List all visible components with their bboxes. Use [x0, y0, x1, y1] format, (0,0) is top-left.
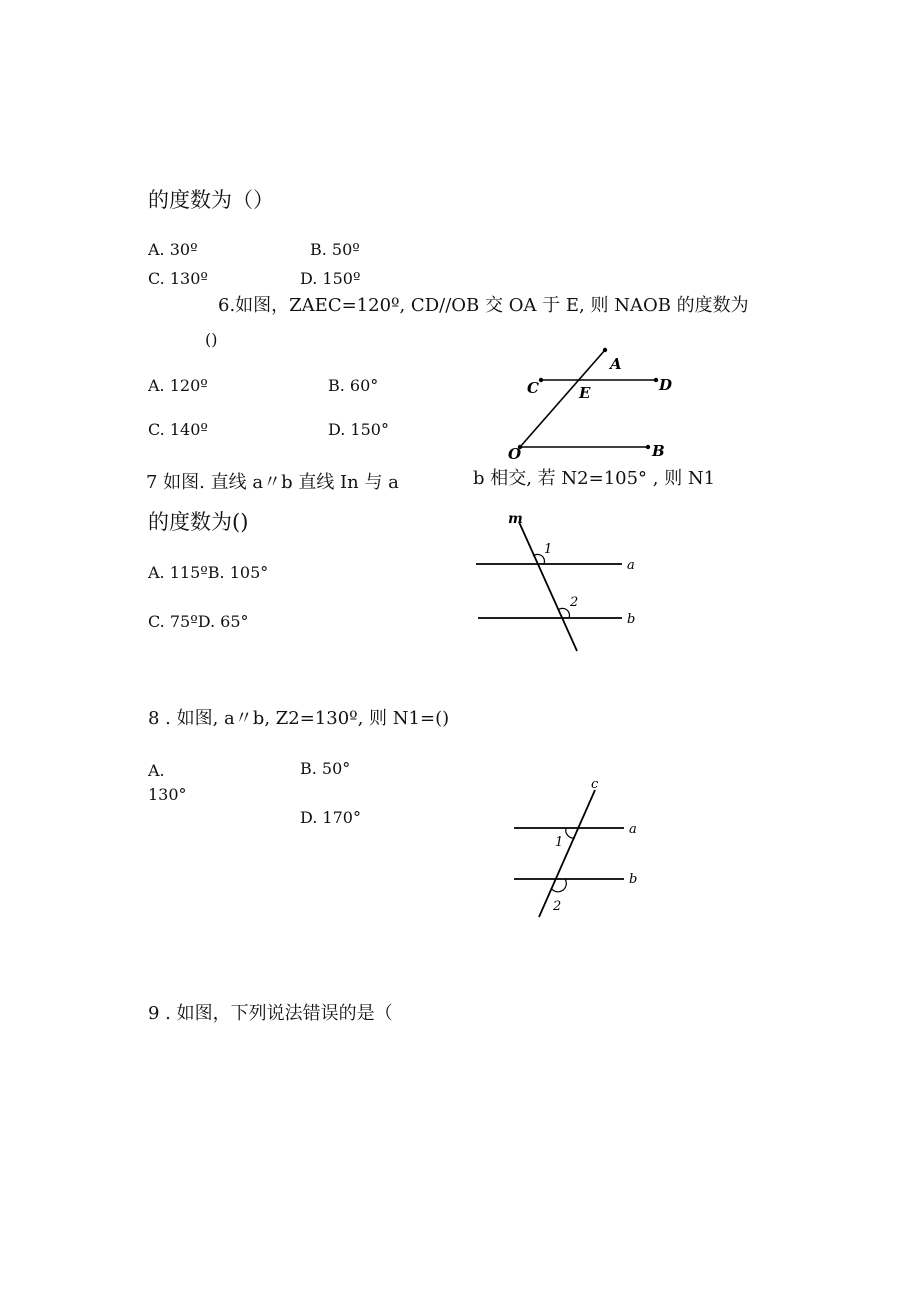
q6-label-e: E	[579, 384, 591, 402]
q7-label-b: b	[627, 612, 636, 627]
q7-text-right: b 相交, 若 N2=105° , 则 N1	[473, 468, 716, 489]
q6-option-c: C. 140º	[148, 420, 208, 439]
q6-option-d: D. 150°	[328, 420, 389, 439]
q8-label-a: a	[629, 822, 637, 837]
q6-label-a: A	[610, 355, 622, 373]
q8-option-b: B. 50°	[300, 759, 351, 778]
prev-option-c: C. 130º	[148, 269, 208, 288]
q6-label-c: C	[527, 379, 539, 397]
q8-label-b: b	[629, 872, 638, 887]
q8-label-1: 1	[555, 835, 564, 850]
q6-label-o: O	[508, 445, 522, 463]
q7-tail: 的度数为()	[148, 510, 249, 534]
q6-option-b: B. 60°	[328, 376, 379, 395]
q8-line-c	[539, 790, 595, 917]
q6-label-d: D	[659, 376, 673, 394]
prev-question-tail: 的度数为（）	[148, 188, 274, 212]
q7-options-cd: C. 75ºD. 65°	[148, 612, 249, 631]
q7-label-1: 1	[544, 542, 553, 557]
q6-paren: ()	[205, 330, 218, 349]
q8-label-2: 2	[553, 899, 562, 914]
q7-label-m: m	[508, 511, 523, 527]
q8-option-a: A.	[148, 761, 165, 780]
prev-option-b: B. 50º	[310, 240, 360, 259]
q7-label-2: 2	[570, 595, 579, 610]
q7-options-ab: A. 115ºB. 105°	[148, 563, 269, 582]
prev-option-d: D. 150º	[300, 269, 361, 288]
q8-option-a-value: 130°	[148, 785, 187, 804]
q6-option-a: A. 120º	[148, 376, 208, 395]
q6-text: 6.如图，ZAEC=120º, CD//OB 交 OA 于 E, 则 NAOB 的度数为	[218, 295, 749, 316]
q6-label-b: B	[652, 442, 665, 460]
q8-option-d: D. 170°	[300, 808, 361, 827]
q7-label-a: a	[627, 558, 635, 573]
q8-text: 8 . 如图, a〃b, Z2=130º, 则 N1=()	[148, 708, 450, 729]
q7-text-left: 7 如图. 直线 a〃b 直线 In 与 a	[146, 472, 399, 492]
q8-label-c: c	[591, 777, 599, 792]
prev-option-a: A. 30º	[148, 240, 198, 259]
q9-text: 9 . 如图，下列说法错误的是（	[148, 1003, 393, 1024]
